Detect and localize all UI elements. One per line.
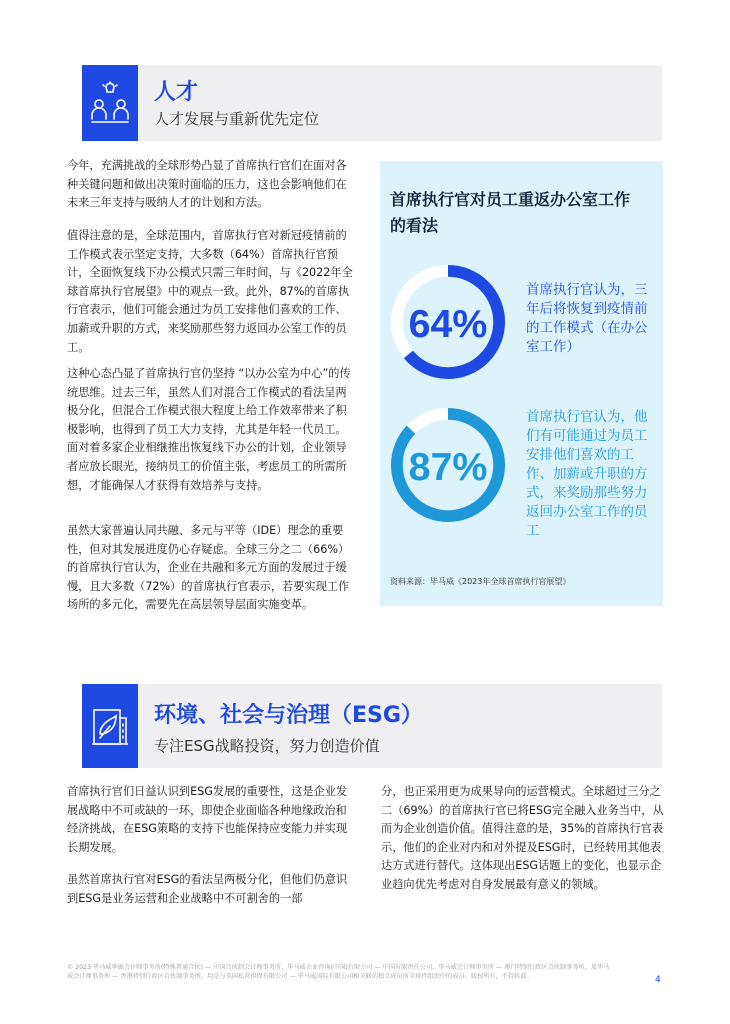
- esg-title: 环境、社会与治理（ESG）: [154, 703, 423, 728]
- talent-paragraph-4: 虽然大家普遍认同共融、多元与平等（IDE）理念的重要性，但对其发展进度仍心存疑虑。全球三分之二（66%）的首席执行官认为，企业在共融和多元方面的发展过于缓慢，且大多数（72%）的首席执行官表示，若要实现工作场所的多元化，需要先在高层领导层面实施变革。: [67, 524, 350, 612]
- donut-chart-64: [389, 263, 507, 381]
- callout-source: 资料来源：毕马威《2023年全球首席执行官展望》: [390, 577, 571, 586]
- stat-description-87: 首席执行官认为，他们有可能通过为员工安排他们喜欢的工作、加薪或升职的方式，来奖励那些努力返回办公室工作的员工: [526, 409, 648, 539]
- esg-paragraph-3: 分，也正采用更为成果导向的运营模式。全球超过三分之二（69%）的首席执行官已将ESG完全融入业务当中，从而为企业创造价值。值得注意的是，35%的首席执行官表示，他们的企业对内和对外提及ESG时，已经转用其他表达方式进行替代。这体现出ESG话题上的变化，也显示企业趋向优先考虑对自身发展最有意义的领域。: [381, 785, 664, 891]
- stat-value-64: 64%: [408, 301, 488, 346]
- callout-title: 首席执行官对员工重返办公室工作的看法: [390, 190, 631, 235]
- green-building-icon: [82, 684, 138, 768]
- footer-legal: © 2023 毕马威华振会计师事务所(特殊普通合伙) — 中国合伙制会计师事务所，毕马威企业咨询(中国)有限公司 — 中国有限责任公司，毕马威会计师事务所 — 澳门特别行政区合伙制事务所，及毕马威会计师事务所 — 香港特别行政区合伙制事务所，均是与英国私营担保有限公司 — 毕马威国际有限公司相关联的独立成员所全球性组织中的成员。版权所有，不得转载。: [67, 964, 610, 980]
- page-number: 4: [655, 975, 661, 985]
- talent-subtitle: 人才发展与重新优先定位: [154, 110, 320, 128]
- talent-paragraph-3: 这种心态凸显了首席执行官仍坚持 “以办公室为中心”的传统思维。过去三年，虽然人们对混合工作模式的看法呈两极分化，但混合工作模式很大程度上给工作效率带来了积极影响，也得到了员工大力支持，尤其是年轻一代员工。面对着多家企业相继推出恢复线下办公的计划，企业领导者应放长眼光，接纳员工的价值主张，考虑员工的所需所想，才能确保人才获得有效培养与支持。: [67, 367, 351, 492]
- talent-title: 人才: [154, 80, 199, 105]
- esg-subtitle: 专注ESG战略投资，努力创造价值: [154, 737, 380, 755]
- esg-section-header: [82, 684, 662, 768]
- esg-paragraph-1: 首席执行官们日益认识到ESG发展的重要性，这是企业发展战略中不可或缺的一环，即使企业面临各种地缘政治和经济挑战，在ESG策略的支持下也能保持应变能力并实现长期发展。: [67, 785, 348, 854]
- ceo-return-office-callout: [380, 161, 663, 606]
- stat-description-64: 首席执行官认为，三年后将恢复到疫情前的工作模式（在办公室工作）: [526, 282, 648, 355]
- esg-paragraph-2: 虽然首席执行官对ESG的看法呈两极分化，但他们仍意识到ESG是业务运营和企业战略中不可割舍的一部: [67, 873, 348, 905]
- talent-paragraph-2: 值得注意的是，全球范围内，首席执行官对新冠疫情前的工作模式表示坚定支持，大多数（64%）首席执行官预计，全面恢复线下办公模式只需三年时间，与《2022年全球首席执行官展望》中的观点一致。此外，87%的首席执行官表示，他们可能会通过为员工安排他们喜欢的工作、加薪或升职的方式，来奖励那些努力返回办公室工作的员工。: [67, 229, 353, 354]
- donut-chart-87: [389, 406, 507, 524]
- talent-section-header: [82, 65, 662, 141]
- people-lightbulb-icon: [82, 65, 138, 141]
- talent-paragraph-1: 今年，充满挑战的全球形势凸显了首席执行官们在面对各种关键问题和做出决策时面临的压力，这也会影响他们在未来三年支持与吸纳人才的计划和方法。: [67, 159, 347, 210]
- stat-value-87: 87%: [408, 444, 488, 489]
